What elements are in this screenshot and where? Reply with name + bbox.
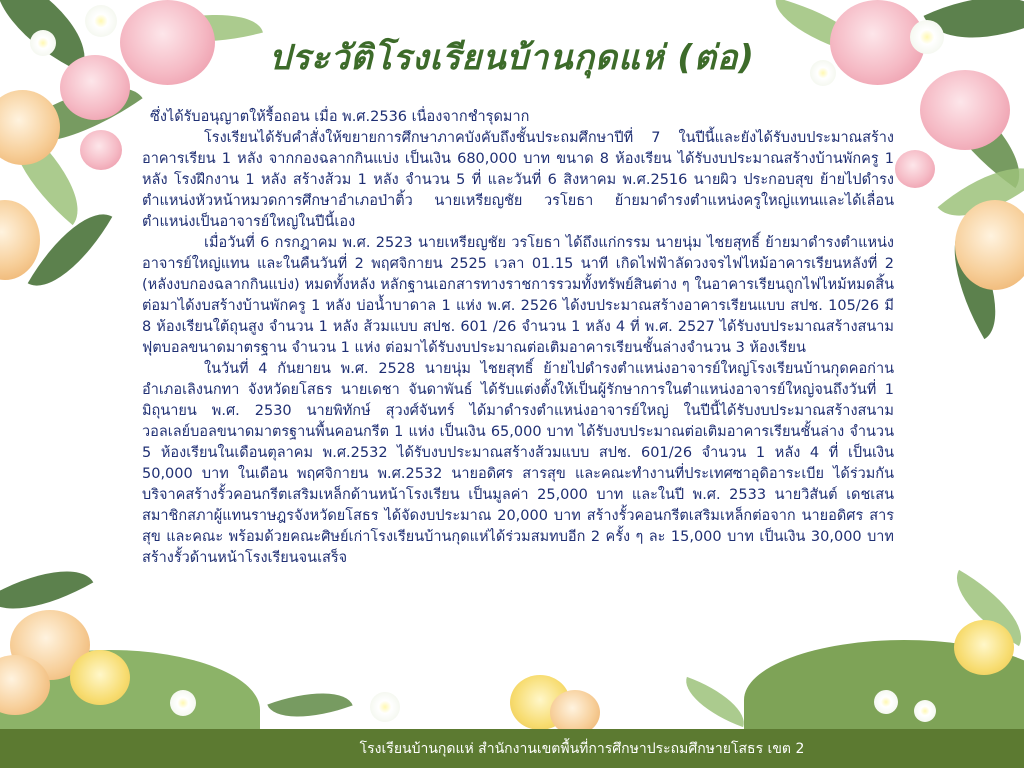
floral-decoration-bottom-left bbox=[0, 560, 260, 730]
floral-decoration-bottom-right bbox=[764, 590, 1024, 730]
paragraph: ในวันที่ 4 กันยายน พ.ศ. 2528 นายนุ่ม ไชยสุทธิ์ ย้ายไปดำรงตำแหน่งอาจารย์ใหญ่โรงเรียนบ้านกุดคอก่าน อำเภอเลิงนกทา จังหวัดยโสธร นายเดชา จันดาพันธ์ ได้รับแต่งตั้งให้เป็นผู้รักษาการในตำแหน่งอาจารย์ใหญ่จนถึงวันที่ 1 มิถุนายน พ.ศ. 2530 นายพิทักษ์ สุวงศ์จันทร์ ได้มาดำรงตำแหน่งอาจารย์ใหญ่ ในปีนี้ได้รับงบประมาณสร้างสนามวอลเลย์บอลขนาดมาตรฐานพื้นคอนกรีต 1 แห่ง เป็นเงิน 65,000 บาท ได้รับงบประมาณต่อเติมอาคารเรียนชั้นล่าง จำนวน 5 ห้องเรียนในเดือนตุลาคม พ.ศ.2532 ได้รับงบประมาณสร้างส้วมแบบ สปช. 601/26 จำนวน 1 หลัง 4 ที่ เป็นเงิน 50,000 บาท ในเดือน พฤศจิกายน พ.ศ.2532 นายอดิศร สารสุข และคณะทำงานที่ประเทศซาอุดิอาระเบีย ได้ร่วมกันบริจาคสร้างรั้วคอนกรีตเสริมเหล็กด้านหน้าโรงเรียน เป็นมูลค่า 25,000 บาท และในปี พ.ศ. 2533 นายวิสันต์ เดชเสน สมาชิกสภาผู้แทนราษฎรจังหวัดยโสธร ได้จัดงบประมาณ 20,000 บาท สร้างรั้วคอนกรีตเสริมเหล็กต่อจาก นายอดิศร สารสุข และคณะ พร้อมด้วยคณะศิษย์เก่าโรงเรียนบ้านกุดแห่ได้ร่วมสมทบอีก 2 ครั้ง ๆ ละ 15,000 บาท เป็นเงิน 30,000 บาท สร้างรั้วด้านหน้าโรงเรียนจนเสร็จ bbox=[142, 361, 894, 566]
footer-bar bbox=[0, 729, 1024, 768]
paragraph: โรงเรียนได้รับคำสั่งให้ขยายการศึกษาภาคบังคับถึงชั้นประถมศึกษาปีที่ 7 ในปีนี้และยังได้รับงบประมาณสร้างอาคารเรียน 1 หลัง จากกองฉลากกินแบ่ง เป็นเงิน 680,000 บาท ขนาด 8 ห้องเรียน ได้รับงบประมาณสร้างบ้านพักครู 1 หลัง โรงฝึกงาน 1 หลัง สร้างส้วม 1 หลัง จำนวน 5 ที่ และวันที่ 6 สิงหาคม พ.ศ.2516 นายผิว ประกอบสุข ย้ายไปดำรงตำแหน่งหัวหน้าหมวดการศึกษาอำเภอป่าติ้ว นายเหรียญชัย วรโยธา ย้ายมาดำรงตำแหน่งครูใหญ่แทนและได้เลื่อนตำแหน่งเป็นอาจารย์ใหญ่ในปีนี้เอง bbox=[142, 130, 894, 230]
floral-decoration-bottom-center bbox=[250, 670, 770, 730]
paragraph: เมื่อวันที่ 6 กรกฎาคม พ.ศ. 2523 นายเหรียญชัย วรโยธา ได้ถึงแก่กรรม นายนุ่ม ไชยสุทธิ์ ย้ายมาดำรงตำแหน่งอาจารย์ใหญ่แทน และในคืนวันที่ 2 พฤศจิกายน 2525 เวลา 01.15 นาที เกิดไฟฟ้าลัดวงจรไฟไหม้อาคารเรียนหลังที่ 2 (หลังงบกองฉลากกินแบ่ง) หมดทั้งหลัง หลักฐานเอกสารทางราชการรวมทั้งทรัพย์สินต่าง ๆ ในอาคารเรียนถูกไฟไหม้หมดสิ้น ต่อมาได้งบสร้างบ้านพักครู 1 หลัง บ่อน้ำบาดาล 1 แห่ง พ.ศ. 2526 ได้งบประมาณสร้างอาคารเรียนแบบ สปช. 105/26 มี 8 ห้องเรียนใต้ถุนสูง จำนวน 1 หลัง ส้วมแบบ สปช. 601 /26 จำนวน 1 หลัง 4 ที่ พ.ศ. 2527 ได้รับงบประมาณสร้างสนามฟุตบอลขนาดมาตรฐาน จำนวน 1 แห่ง ต่อมาได้รับงบประมาณต่อเติมอาคารเรียนชั้นล่างจำนวน 3 ห้องเรียน bbox=[142, 235, 894, 356]
history-body bbox=[142, 107, 894, 569]
footer-text: โรงเรียนบ้านกุดแห่ สำนักงานเขตพื้นที่การศึกษาประถมศึกษายโสธร เขต 2 bbox=[359, 740, 805, 757]
paragraph: ซึ่งได้รับอนุญาตให้รื้อถอน เมื่อ พ.ศ.2536 เนื่องจากชำรุดมาก bbox=[150, 109, 530, 125]
page-title: ประวัติโรงเรียนบ้านกุดแห่ (ต่อ) bbox=[269, 38, 755, 78]
